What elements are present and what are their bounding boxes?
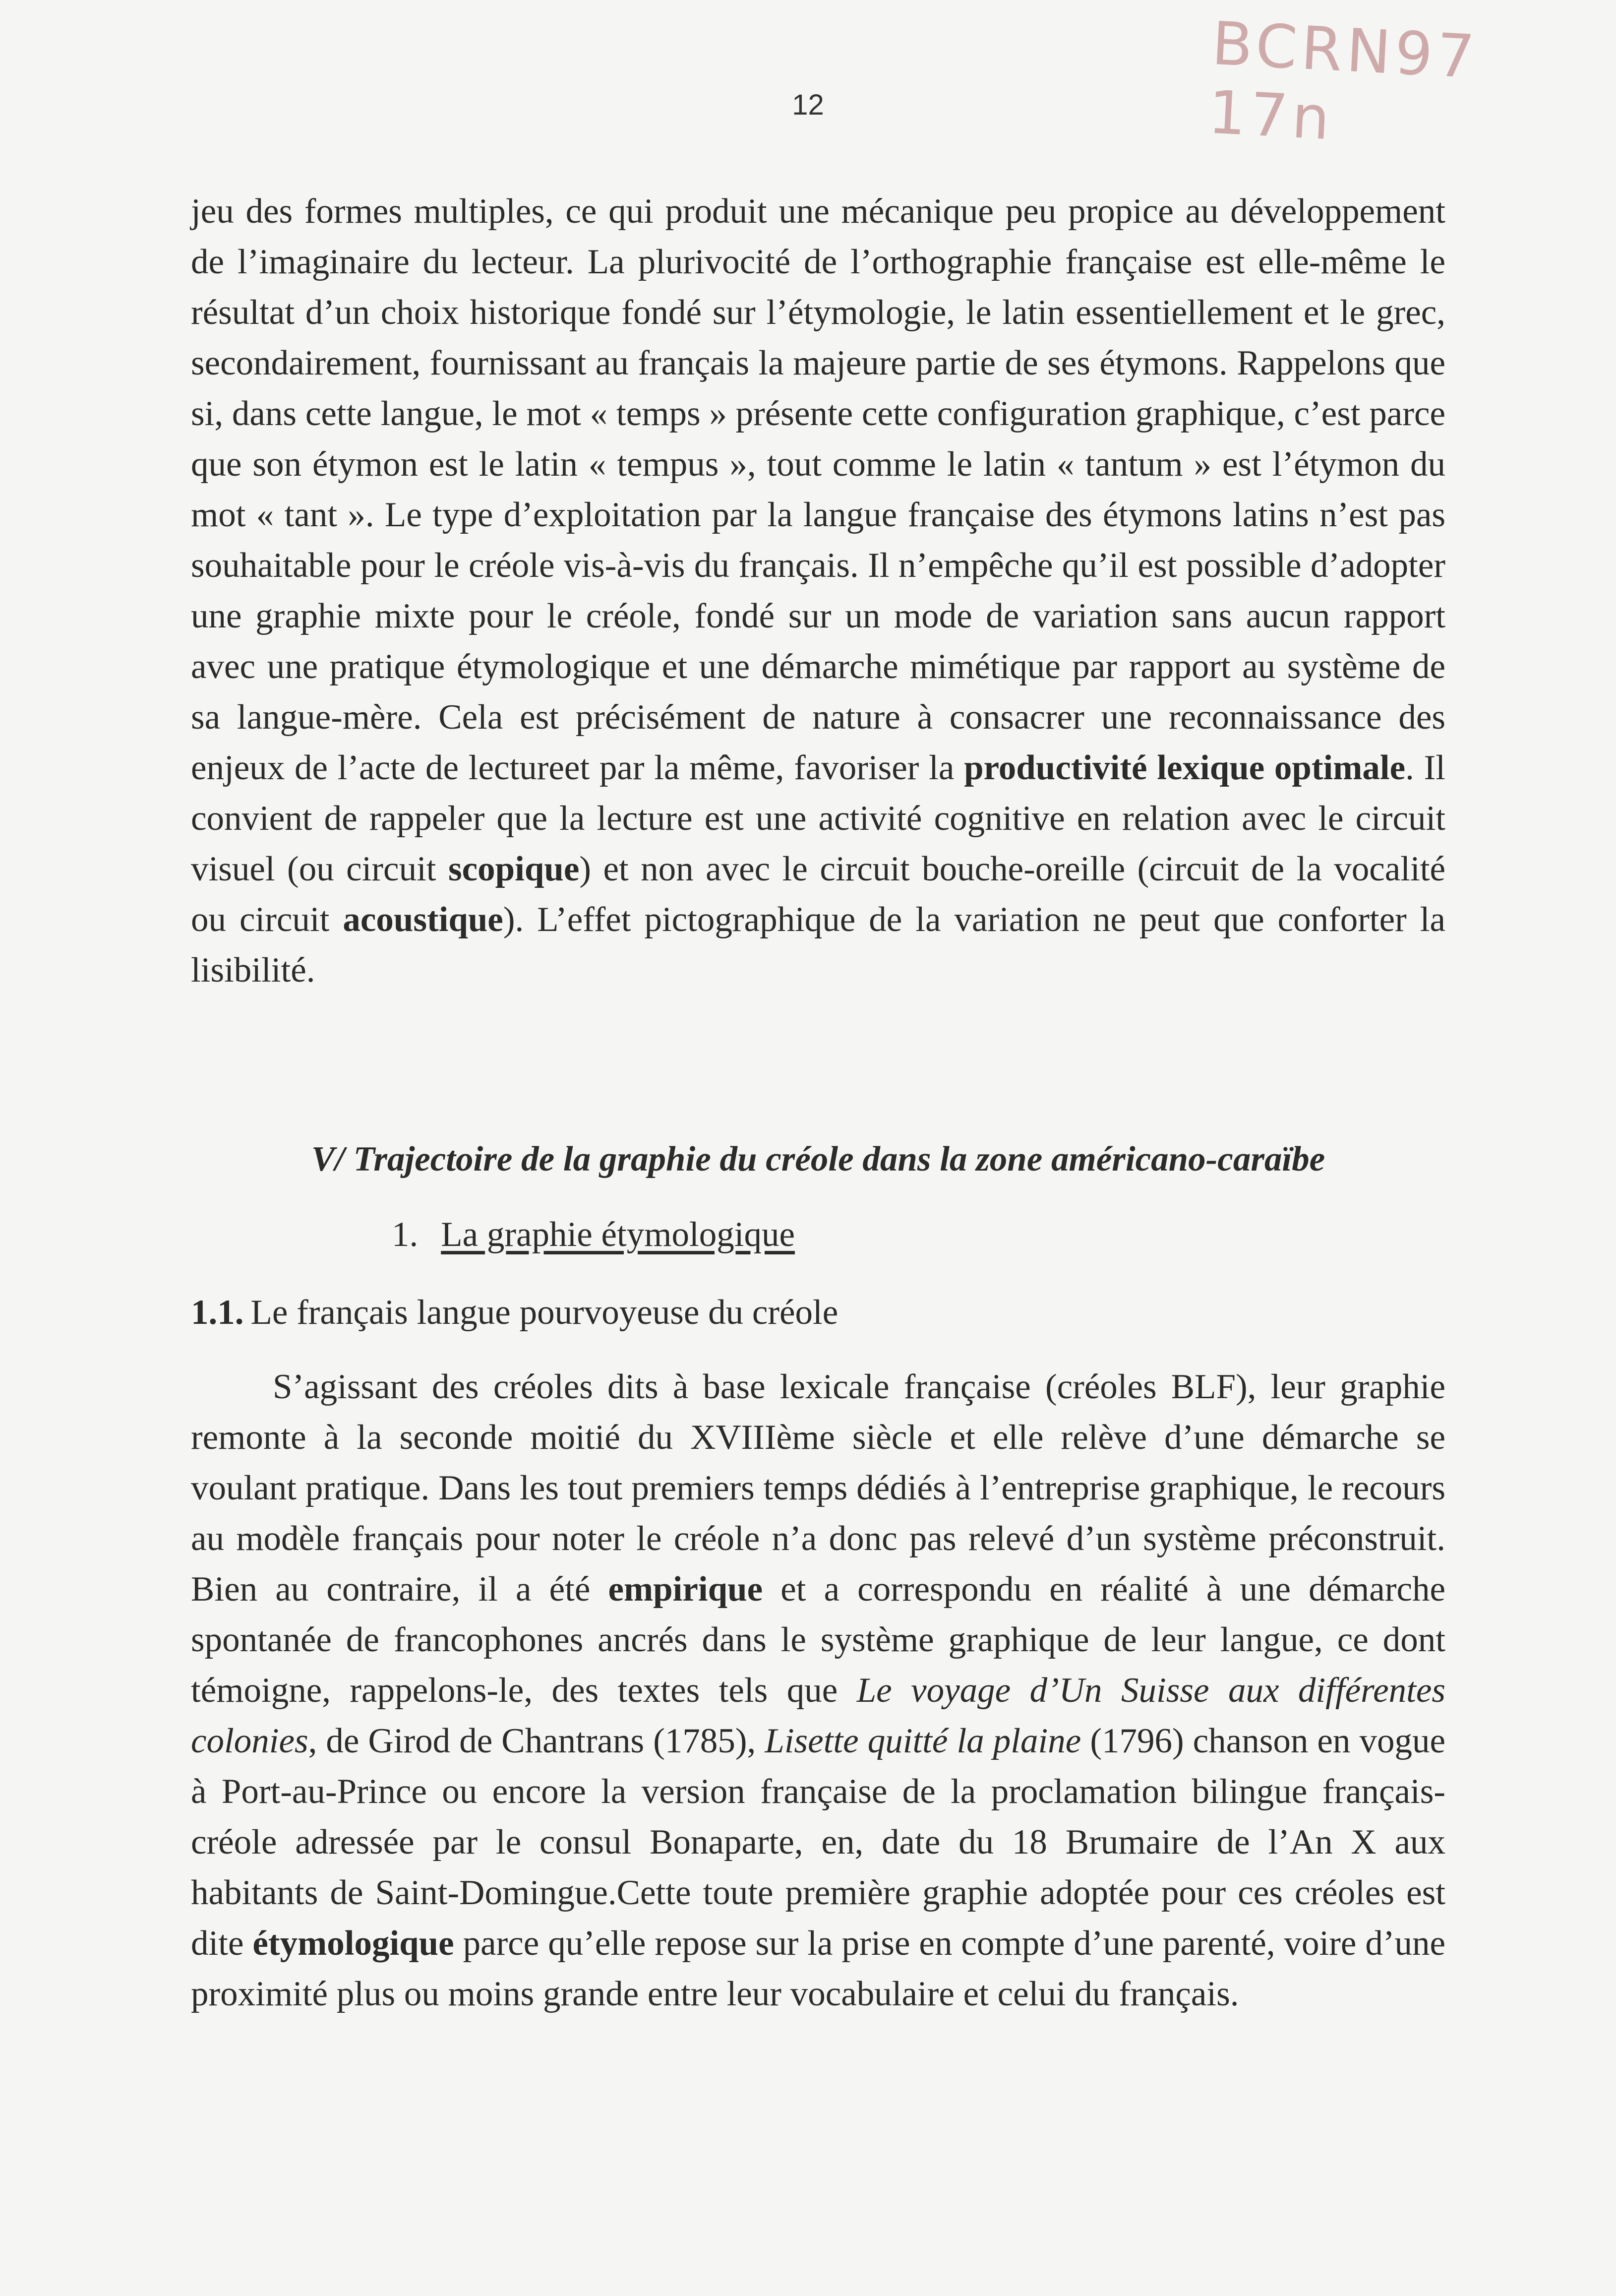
paragraph-text: jeu des formes multiples, ce qui produit une mécanique peu propice au développement de l’imaginaire du lecteur. La plurivocité de l’orthographie française est elle-même le résultat d’un choix historique fondé sur l’étymologie, le latin essentiellement et le grec, secondairement, fournissant au français la majeure partie de ses étymons. Rappelons que si, dans cette langue, le mot « temps » présente cette configuration graphique, c’est parce que son étymon est le latin « tempus », tout comme le latin « tantum » est l’étymon du mot « tant ». Le type d’exploitation par la langue française des étymons latins n’est pas souhaitable pour le créole vis-à-vis du français. Il n’empêche qu’il est possible d’adopter une graphie mixte pour le créole, fondé sur un mode de variation sans aucun rapport avec une pratique étymologique et une démarche mimétique par rapport au système de sa langue-mère. Cela est précisément de nature à consacrer une reconnaissance des enjeux de l’acte de lectureet par la même, favoriser la: [191, 192, 1445, 787]
paragraph-body: [191, 1362, 1445, 2019]
bold-term-empirique: empirique: [608, 1570, 763, 1609]
paragraph-text: parce qu’elle repose sur la prise en compte d’une parenté, voire d’une proximité plus ou moins grande entre leur vocabulaire et celui du français.: [191, 1924, 1446, 2013]
paragraph-text: (1796) chanson en vogue à Port-au-Prince ou encore la version française de la proclamation bilingue français-créole adressée par le consul Bonaparte, en, date du 18 Brumaire de l’An X aux habitants de Saint-Domingue.Cette toute première graphie adoptée pour ces créoles est dite: [191, 1722, 1445, 1963]
subheading-level-2: [191, 1287, 838, 1338]
subheading-level-1: [392, 1209, 795, 1260]
paragraph-text: et a correspondu en réalité à une démarche spontanée de francophones ancrés dans le système graphique de leur langue, ce dont témoigne, rappelons-le, des textes tels que: [191, 1570, 1445, 1710]
page-number: 12: [792, 89, 824, 121]
subheading-number: 1.: [392, 1215, 419, 1254]
paragraph-text: S’agissant des créoles dits à base lexicale française (créoles BLF), leur graphie remonte à la seconde moitié du XVIIIème siècle et elle relève d’une démarche se voulant pratique. Dans les tout premiers temps dédiés à l’entreprise graphique, le recours au modèle français pour noter le créole n’a donc pas relevé d’un système préconstruit. Bien au contraire, il a été: [191, 1367, 1445, 1609]
paragraph: [191, 1362, 1445, 2019]
section-heading: V/ Trajectoire de la graphie du créole dans la zone américano-caraïbe: [311, 1140, 1325, 1179]
bold-term-etymologique: étymologique: [252, 1924, 454, 1963]
bold-term-acoustique: acoustique: [343, 900, 503, 939]
paragraph-text: . Il convient de rappeler que la lecture est une activité cognitive en relation avec le circuit visuel (ou circuit: [191, 748, 1446, 888]
italic-title-voyage: Le voyage d’Un Suisse aux différentes colonies: [191, 1671, 1445, 1760]
bold-term-productivite: productivité lexique optimale: [964, 748, 1406, 787]
paragraph-text: ) et non avec le circuit bouche-oreille (circuit de la vocalité ou circuit: [191, 850, 1445, 939]
paragraph-text: , de Girod de Chantrans (1785),: [308, 1722, 765, 1760]
paragraph-continuation: [191, 186, 1445, 995]
subheading-number: 1.1.: [191, 1293, 244, 1332]
bold-term-scopique: scopique: [448, 850, 580, 888]
subheading-title: Le français langue pourvoyeuse du créole: [250, 1293, 838, 1332]
italic-title-lisette: Lisette quitté la plaine: [765, 1722, 1081, 1760]
handwritten-archive-stamp: BCRN97 17n: [1206, 9, 1480, 154]
paragraph-text: ). L’effet pictographique de la variation ne peut que conforter la lisibilité.: [191, 900, 1445, 990]
subheading-title: La graphie étymologique: [441, 1215, 795, 1254]
